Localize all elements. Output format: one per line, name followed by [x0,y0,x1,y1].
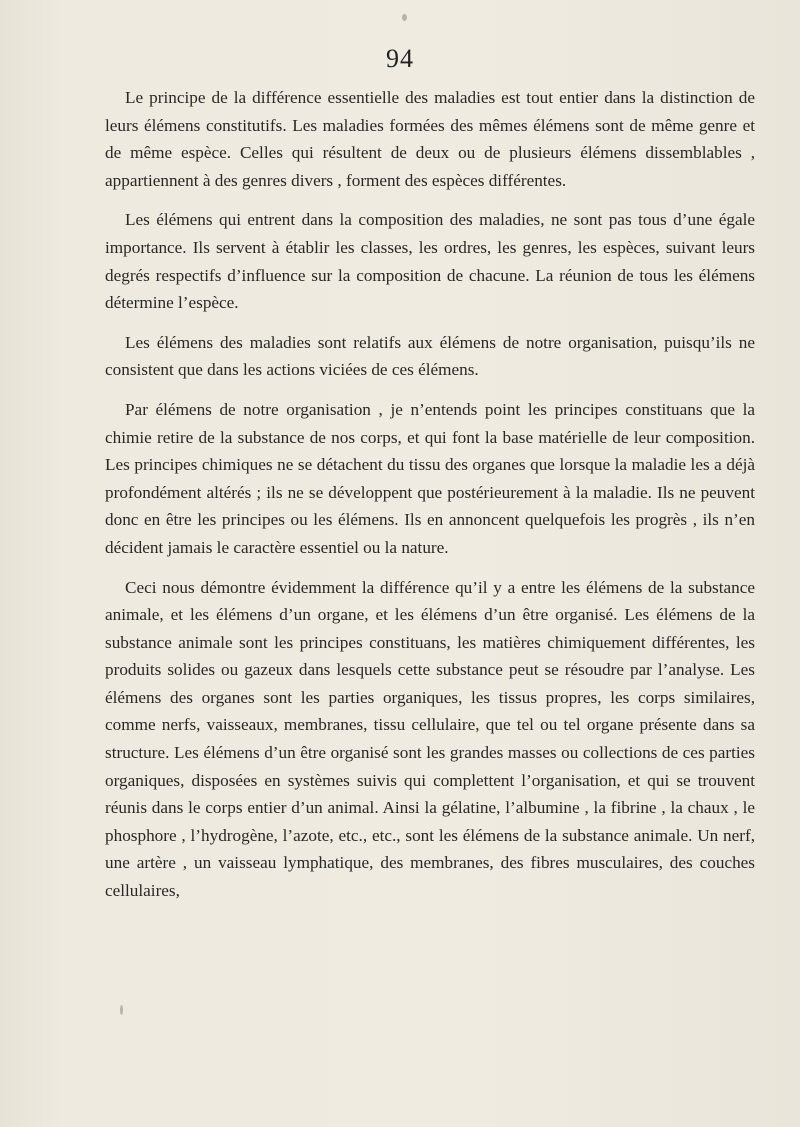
paragraph: Par élémens de notre organisation , je n’entends point les principes constituans que la chimie retire de la substance de nos corps, et qui font la base matérielle de leur composition. Les principes chimiques ne se détachent du tissu des organes que lorsque la maladie les a déjà profondément altérés ; ils ne se développent que postérieurement à la maladie. Ils ne peuvent donc en être les principes ou les élémens. Ils en annoncent quelquefois les progrès , ils n’en décident jamais le caractère essentiel ou la nature. [105,399,755,557]
paper-speck [120,1005,123,1015]
paragraph: Ceci nous démontre évidemment la différence qu’il y a entre les élémens de la substance animale, et les élémens d’un organe, et les élémens d’un être organisé. Les élémens de la substance animale sont les principes constituans, les matières chimiquement différentes, les produits solides ou gazeux dans lesquels cette substance peut se résoudre par l’analyse. Les élémens des organes sont les parties organiques, les tissus propres, les corps similaires, comme nerfs, vaisseaux, membranes, tissu cellulaire, que tel ou tel organe présente dans sa structure. Les élémens d’un être organisé sont les grandes masses ou collections de ces parties organiques, disposées en systèmes suivis qui complettent l’organisation, et qui se trouvent réunis dans le corps entier d’un animal. Ainsi la gélatine, l’albumine , la fibrine , la chaux , le phosphore , l’hydrogène, l’azote, etc., etc., sont les élémens de la substance animale. Un nerf, une artère , un vaisseau lymphatique, des membranes, des fibres musculaires, des couches cellulaires, [105,577,755,901]
paragraph: Le principe de la différence essentielle des maladies est tout entier dans la distinction de leurs élémens constitutifs. Les maladies formées des mêmes élémens sont de même genre et de même espèce. Celles qui résultent de deux ou de plusieurs élémens dissemblables , appartiennent à des genres divers , forment des espèces différentes. [105,88,755,190]
paragraph: Les élémens qui entrent dans la composition des maladies, ne sont pas tous d’une égale importance. Ils servent à établir les classes, les ordres, les genres, les espèces, suivant leurs degrés respectifs d’influence sur la composition de chacune. La réunion de tous les élémens détermine l’espèce. [105,210,755,313]
paragraph: Les élémens des maladies sont relatifs aux élémens de notre organisation, puisqu’ils ne consistent que dans les actions viciées de ces élémens. [105,332,755,380]
page-number: 94 [386,44,414,73]
body-text [105,84,755,905]
paper-speck [402,14,407,21]
